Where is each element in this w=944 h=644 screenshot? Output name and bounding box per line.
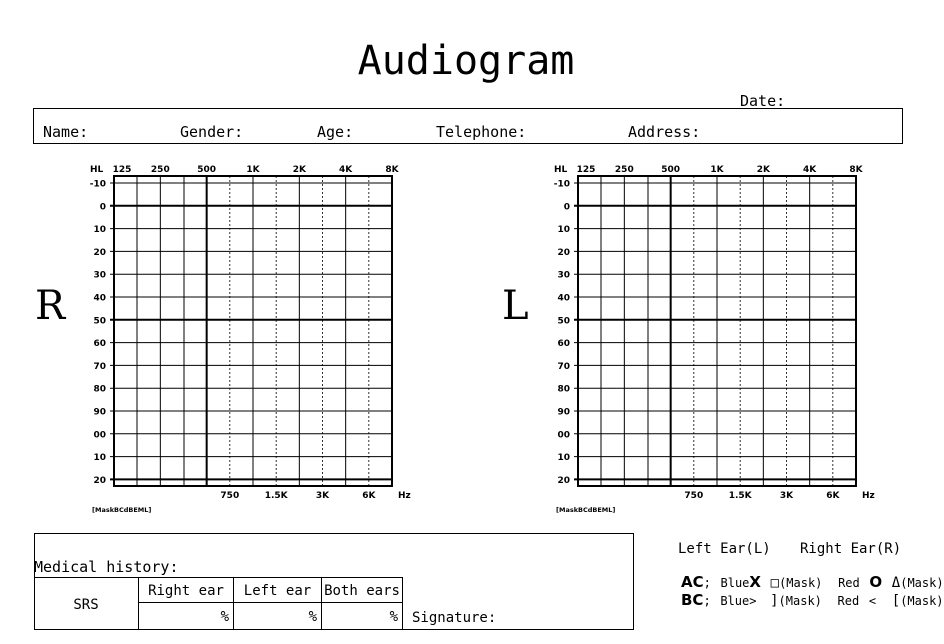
left-ear-freq-tick-label: 2K (756, 165, 770, 175)
right-ear-freq-tick-label: 4K (339, 165, 353, 175)
right-ear-freq-tick-label: 8K (385, 165, 399, 175)
left-ear-level-tick-label: 0 (563, 202, 570, 213)
left-ear-freq-tick-label: 1K (710, 165, 724, 175)
ac-blue-mask-symbol: □ (770, 575, 780, 591)
age-label: Age: (317, 123, 354, 141)
date-label: Date: (740, 92, 786, 110)
left-ear-level-tick-label: 20 (557, 247, 570, 258)
legend-left-ear: Left Ear(L) (678, 541, 771, 557)
both-ears-percent-field[interactable]: % (321, 602, 403, 630)
right-ear-mid-freq-tick-label: 750 (220, 491, 240, 501)
left-ear-freq-tick-label: 500 (661, 165, 681, 175)
right-ear-level-tick-label: 40 (93, 293, 106, 304)
left-ear-level-tick-label: 70 (557, 361, 570, 372)
ac-blue-label: Blue (720, 576, 750, 590)
right-ear-level-tick-label: 70 (93, 361, 106, 372)
bc-red-mask-symbol: [ (891, 593, 901, 609)
left-ear-freq-tick-label: 8K (849, 165, 863, 175)
left-ear-level-tick-label: 90 (557, 407, 570, 418)
legend-right-ear: Right Ear(R) (800, 541, 902, 557)
right-ear-level-tick-label: 50 (93, 316, 106, 327)
right-ear-header: Right ear (138, 577, 234, 603)
left-ear-percent-field[interactable]: % (233, 602, 322, 630)
signature-label: Signature: (412, 610, 497, 626)
both-ears-header: Both ears (321, 577, 403, 603)
right-ear-freq-tick-label: 250 (150, 165, 170, 175)
left-ear-mid-freq-tick-label: 1.5K (728, 491, 752, 501)
ac-red-mask-symbol: Δ (891, 575, 901, 591)
right-ear-level-tick-label: 90 (93, 407, 106, 418)
right-ear-hl-label: HL (90, 165, 104, 175)
right-ear-level-tick-label: 60 (93, 339, 106, 350)
bc-blue-symbol: > (749, 594, 757, 608)
medical-history-label: Medical history: (34, 558, 179, 576)
ac-blue-mask: (Mask) (779, 576, 823, 590)
right-ear-freq-tick-label: 500 (197, 165, 217, 175)
right-ear-level-tick-label: 0 (99, 202, 106, 213)
right-ear-level-tick-label: 00 (93, 430, 106, 441)
left-ear-level-tick-label: 50 (557, 316, 570, 327)
left-ear-level-tick-label: 00 (557, 430, 570, 441)
gender-label: Gender: (180, 123, 244, 141)
right-ear-level-tick-label: 80 (93, 384, 106, 395)
left-ear-level-tick-label: 60 (557, 339, 570, 350)
right-ear-mid-freq-tick-label: 3K (315, 491, 330, 501)
ac-red-symbol: O (869, 573, 883, 591)
name-label: Name: (43, 123, 89, 141)
left-ear-freq-tick-label: 250 (614, 165, 634, 175)
bc-blue-mask-symbol: ] (770, 593, 779, 609)
right-ear-level-tick-label: 20 (93, 247, 106, 258)
right-ear-percent-field[interactable]: % (138, 602, 234, 630)
right-ear-level-tick-label: 20 (93, 475, 106, 486)
address-label: Address: (628, 123, 701, 141)
right-ear-level-tick-label: -10 (89, 179, 106, 190)
left-ear-level-tick-label: 10 (557, 453, 570, 464)
right-ear-level-tick-label: 30 (93, 270, 106, 281)
left-ear-level-tick-label: 80 (557, 384, 570, 395)
page-title: Audiogram (357, 38, 575, 84)
bc-red-mask: (Mask) (900, 594, 944, 608)
bc-blue-label: Blue (720, 594, 750, 608)
left-ear-hl-label: HL (554, 165, 568, 175)
srs-label: SRS (73, 597, 99, 613)
left-ear-freq-tick-label: 125 (576, 165, 596, 175)
ac-red-mask: (Mask) (900, 576, 944, 590)
legend-ac-row (681, 572, 944, 591)
left-ear-level-tick-label: 10 (557, 225, 570, 236)
left-ear-mask-note: [MaskBCdBEML] (556, 506, 616, 514)
bc-label: BC (681, 591, 704, 609)
right-ear-mask-note: [MaskBCdBEML] (92, 506, 152, 514)
right-ear-mid-freq-tick-label: 6K (362, 491, 376, 501)
right-ear-level-tick-label: 10 (93, 225, 106, 236)
left-ear-level-tick-label: 30 (557, 270, 570, 281)
ac-separator: ; (703, 576, 711, 590)
left-ear-freq-tick-label: 4K (803, 165, 817, 175)
right-ear-freq-tick-label: 2K (292, 165, 306, 175)
left-ear-mid-freq-tick-label: 3K (779, 491, 794, 501)
right-ear-level-tick-label: 10 (93, 453, 106, 464)
left-ear-level-tick-label: 40 (557, 293, 570, 304)
left-ear-level-tick-label: 20 (557, 475, 570, 486)
bc-blue-mask: (Mask) (778, 594, 822, 608)
ac-blue-symbol: X (749, 573, 761, 591)
left-ear-mid-freq-tick-label: 750 (684, 491, 704, 501)
ac-red-label: Red (838, 576, 860, 590)
right-ear-mid-freq-tick-label: 1.5K (264, 491, 288, 501)
left-ear-hz-label: Hz (862, 491, 875, 501)
bc-separator: ; (703, 594, 711, 608)
ac-label: AC (681, 573, 704, 591)
right-ear-freq-tick-label: 1K (246, 165, 260, 175)
right-ear-hz-label: Hz (398, 491, 411, 501)
left-ear-header: Left ear (233, 577, 322, 603)
left-ear-mid-freq-tick-label: 6K (826, 491, 840, 501)
srs-cell (34, 577, 139, 630)
bc-red-symbol: < (868, 594, 877, 608)
right-ear-freq-tick-label: 125 (112, 165, 132, 175)
legend-bc-row (681, 590, 944, 609)
bc-red-label: Red (837, 594, 860, 608)
left-ear-level-tick-label: -10 (553, 179, 570, 190)
telephone-label: Telephone: (436, 123, 527, 141)
right-ear-letter: R (35, 283, 66, 329)
left-ear-letter: L (502, 283, 529, 329)
